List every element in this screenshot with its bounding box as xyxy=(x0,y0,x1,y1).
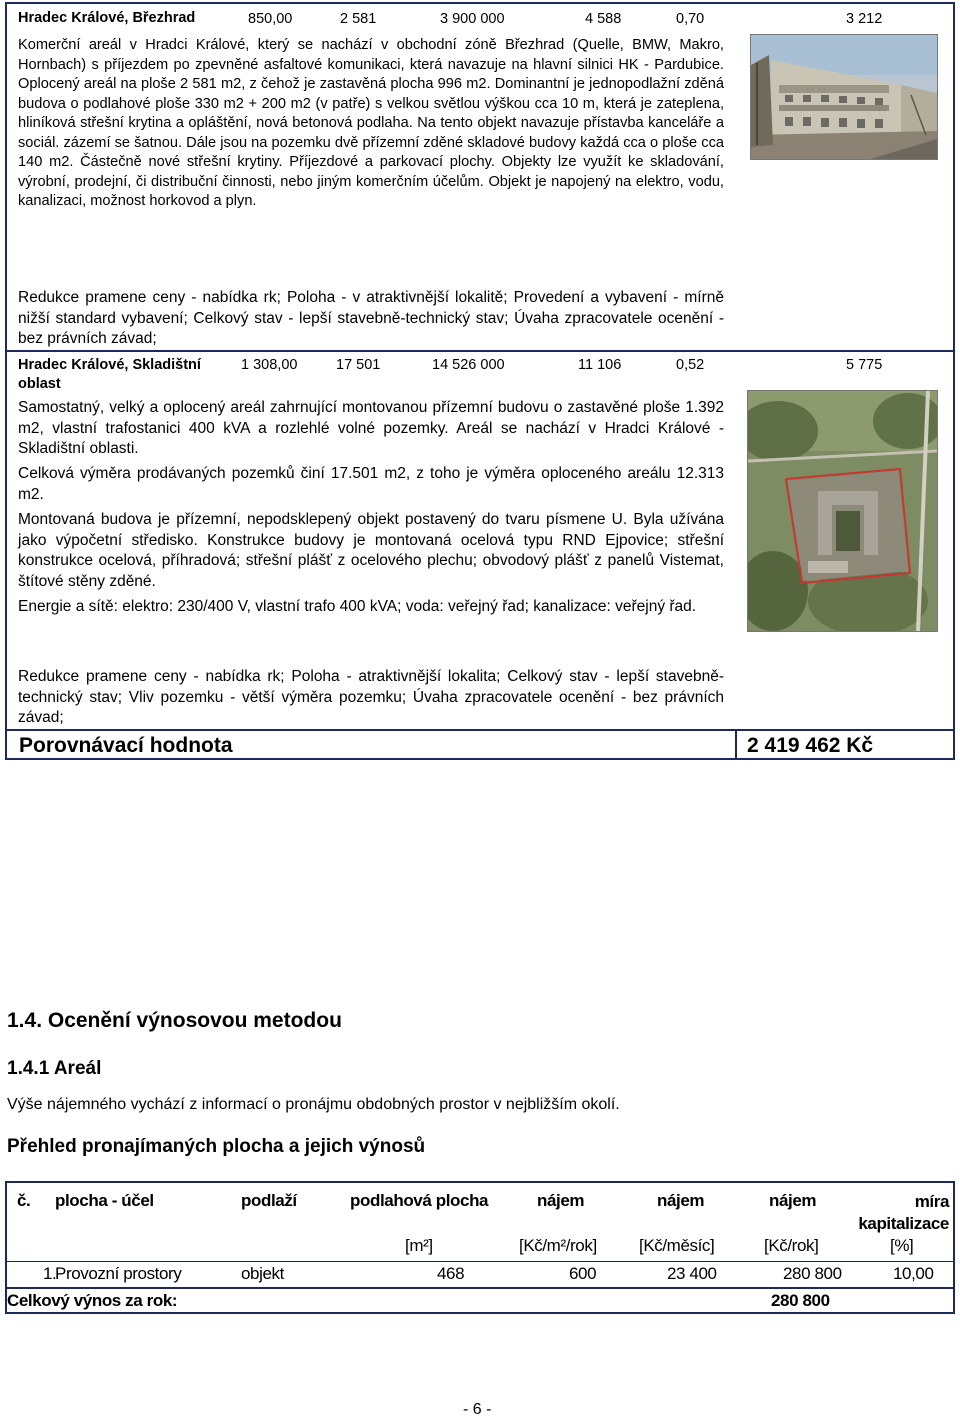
building-photo xyxy=(750,34,938,160)
rent-table xyxy=(5,1181,955,1314)
listing-reduction: Redukce pramene ceny - nabídka rk; Poloha - atraktivnější lokalita; Celkový stav - lepší stavebně-technický stav; Vliv pozemku - větší výměra pozemku; Úvaha zpracovatele ocenění - bez právních závad; xyxy=(18,668,724,726)
col-header: míra kapitalizace xyxy=(858,1192,949,1233)
col-header: č. xyxy=(17,1191,31,1210)
listing-value: 4 588 xyxy=(585,11,622,27)
comparison-label: Porovnávací hodnota xyxy=(19,734,233,757)
col-header: nájem xyxy=(537,1191,585,1210)
table-cell: 468 xyxy=(437,1264,465,1283)
listing-value: 3 212 xyxy=(846,11,883,27)
table-cell: 600 xyxy=(569,1264,597,1283)
col-unit: [Kč/měsíc] xyxy=(639,1236,715,1255)
listing-value: 3 900 000 xyxy=(440,11,505,27)
page-number: - 6 - xyxy=(463,1401,492,1418)
listing-value: 1 308,00 xyxy=(241,357,298,373)
listing-value: 2 581 xyxy=(340,11,377,27)
total-label: Celkový výnos za rok: xyxy=(7,1291,178,1310)
col-header: podlahová plocha xyxy=(350,1191,489,1210)
table-cell: 280 800 xyxy=(783,1264,842,1283)
section-intro: Výše nájemného vychází z informací o pronájmu obdobných prostor v nejbližším okolí. xyxy=(7,1096,620,1113)
listing-value: 850,00 xyxy=(248,11,293,27)
listing-paragraph: Energie a sítě: elektro: 230/400 V, vlastní trafo 400 kVA; voda: veřejný řad; kanalizace: veřejný řad. xyxy=(18,598,697,615)
col-unit: [Kč/rok] xyxy=(764,1236,819,1255)
listing-reduction: Redukce pramene ceny - nabídka rk; Poloha - v atraktivnější lokalitě; Provedení a vybavení - mírně nižší standard vybavení; Celkový stav - lepší stavebně-technický stav; Úvaha zpracovatele ocenění - bez právních závad; xyxy=(18,289,724,347)
comparison-value: 2 419 462 Kč xyxy=(747,734,874,757)
comparison-divider xyxy=(735,731,737,758)
col-unit: [m²] xyxy=(405,1236,433,1255)
table-cell: 23 400 xyxy=(667,1264,717,1283)
table-rule xyxy=(7,1261,953,1262)
listing-value: 0,52 xyxy=(676,357,705,373)
aerial-photo xyxy=(747,390,938,632)
listing-location: Hradec Králové, Březhrad xyxy=(18,10,196,26)
listing-paragraph: Celková výměra prodávaných pozemků činí 17.501 m2, z toho je výměra oploceného areálu 12.313 m2. xyxy=(18,465,724,503)
col-header: nájem xyxy=(769,1191,817,1210)
table-cell: Provozní prostory xyxy=(55,1264,182,1283)
listing-value: 11 106 xyxy=(578,357,622,373)
row-divider xyxy=(5,350,955,352)
listing-location: Hradec Králové, Skladištní oblast xyxy=(18,357,201,392)
section-subheading: 1.4.1 Areál xyxy=(7,1058,102,1079)
comparison-row xyxy=(5,729,955,760)
listing-description: Komerční areál v Hradci Králové, který se nachází v obchodní zóně Březhrad (Quelle, BMW, Makro, Hornbach) s příjezdem po zpevněné asfaltové komunikaci, která navazuje na hlavní silnici HK - Pardubice. Oplocený areál na ploše 2 581 m2, z čehož je zastavěná plocha 996 m2. Dominantní je jednopodlažní zděná budova o podlahové ploše 330 m2 + 200 m2 (v patře) s velkou světlou výškou cca 10 m, která je zateplena, hliníková střešní krytina a opláštění, nová betonová podlaha. Na tento objekt navazuje přístavba kanceláře a sociál. zázemí se šatnou. Dále jsou na pozemku dvě přízemní zděné skladové budovy každá cca o ploše cca 140 m2. Částečně nové střešní krytiny. Příjezdové a parkovací plochy. Objekty lze využít ke skladování, výrobní, prodejní, či distribuční činnosti, nebo jiným komerčním účelům. Objekt je napojený na elektro, vodu, kanalizaci, možnost horkovod a plyn. xyxy=(18,37,724,209)
table-cell: objekt xyxy=(241,1264,284,1283)
total-value: 280 800 xyxy=(771,1291,830,1310)
col-unit: [Kč/m²/rok] xyxy=(519,1236,597,1255)
table-title: Přehled pronajímaných plocha a jejich výnosů xyxy=(7,1136,426,1157)
table-cell: 1. xyxy=(43,1264,57,1283)
table-cell: 10,00 xyxy=(893,1264,934,1283)
listing-value: 14 526 000 xyxy=(432,357,505,373)
listing-paragraph: Samostatný, velký a oplocený areál zahrnující montovanou přízemní budovu o zastavěné ploše 1.392 m2, vlastní trafostanici 400 kVA a rozlehlé volné pozemky. Areál se nachází v Hradci Králové - Skladištní oblasti. xyxy=(18,399,724,457)
col-header: plocha - účel xyxy=(55,1191,154,1210)
listing-value: 5 775 xyxy=(846,357,883,373)
listing-value: 17 501 xyxy=(336,357,381,373)
listing-paragraph: Montovaná budova je přízemní, nepodsklepený objekt postavený do tvaru písmene U. Byla užívána jako výpočetní středisko. Konstrukce budovy je montovaná ocelová typu RND Ejpovice; střešní konstrukce ocelová, příhradová; střešní plášť z ocelového plechu; obvodový plášť z panelů Vistemat, štítové stěny zděné. xyxy=(18,511,724,590)
table-rule xyxy=(7,1287,953,1289)
listing-value: 0,70 xyxy=(676,11,705,27)
col-header: nájem xyxy=(657,1191,705,1210)
section-heading: 1.4. Ocenění výnosovou metodou xyxy=(7,1009,342,1032)
col-header: podlaží xyxy=(241,1191,297,1210)
col-unit: [%] xyxy=(890,1236,914,1255)
